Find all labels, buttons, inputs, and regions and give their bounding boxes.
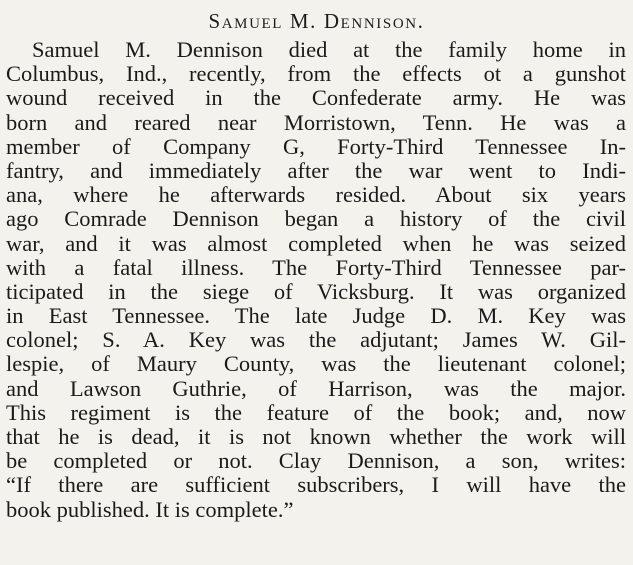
- body-line-6: fantry, and immediately after the war went to Indi-: [6, 157, 626, 183]
- body-line-19: “If there are sufficient subscribers, I will have the: [6, 472, 626, 498]
- body-line-3: wound received in the Confederate army. He was: [6, 85, 626, 111]
- body-line-18: be completed or not. Clay Dennison, a son, writes:: [6, 448, 626, 474]
- article-body: [6, 38, 626, 522]
- body-line-20: book published. It is complete.”: [6, 496, 294, 522]
- body-line-4: born and reared near Morristown, Tenn. He was a: [6, 109, 626, 135]
- body-line-15: and Lawson Guthrie, of Harrison, was the major.: [6, 375, 626, 401]
- body-line-13: colonel; S. A. Key was the adjutant; James W. Gil-: [6, 327, 626, 353]
- body-line-2: Columbus, Ind., recently, from the effects ot a gunshot: [6, 61, 626, 87]
- body-line-16: This regiment is the feature of the book; and, now: [6, 399, 626, 425]
- body-line-7: ana, where he afterwards resided. About six years: [6, 182, 626, 208]
- article-title: Samuel M. Dennison.: [208, 9, 425, 33]
- body-line-17: that he is dead, it is not known whether the work will: [6, 424, 626, 449]
- body-line-5: member of Company G, Forty-Third Tennessee In-: [6, 133, 626, 159]
- body-line-14: lespie, of Maury County, was the lieutenant colonel;: [6, 351, 626, 377]
- body-line-9: war, and it was almost completed when he was seized: [6, 230, 626, 256]
- body-line-1: Samuel M. Dennison died at the family home in: [32, 37, 626, 62]
- body-line-12: in East Tennessee. The late Judge D. M. Key was: [6, 303, 626, 329]
- body-line-8: ago Comrade Dennison began a history of the civil: [6, 206, 626, 232]
- body-line-10: with a fatal illness. The Forty-Third Tennessee par-: [6, 254, 626, 280]
- body-line-11: ticipated in the siege of Vicksburg. It was organized: [6, 278, 626, 304]
